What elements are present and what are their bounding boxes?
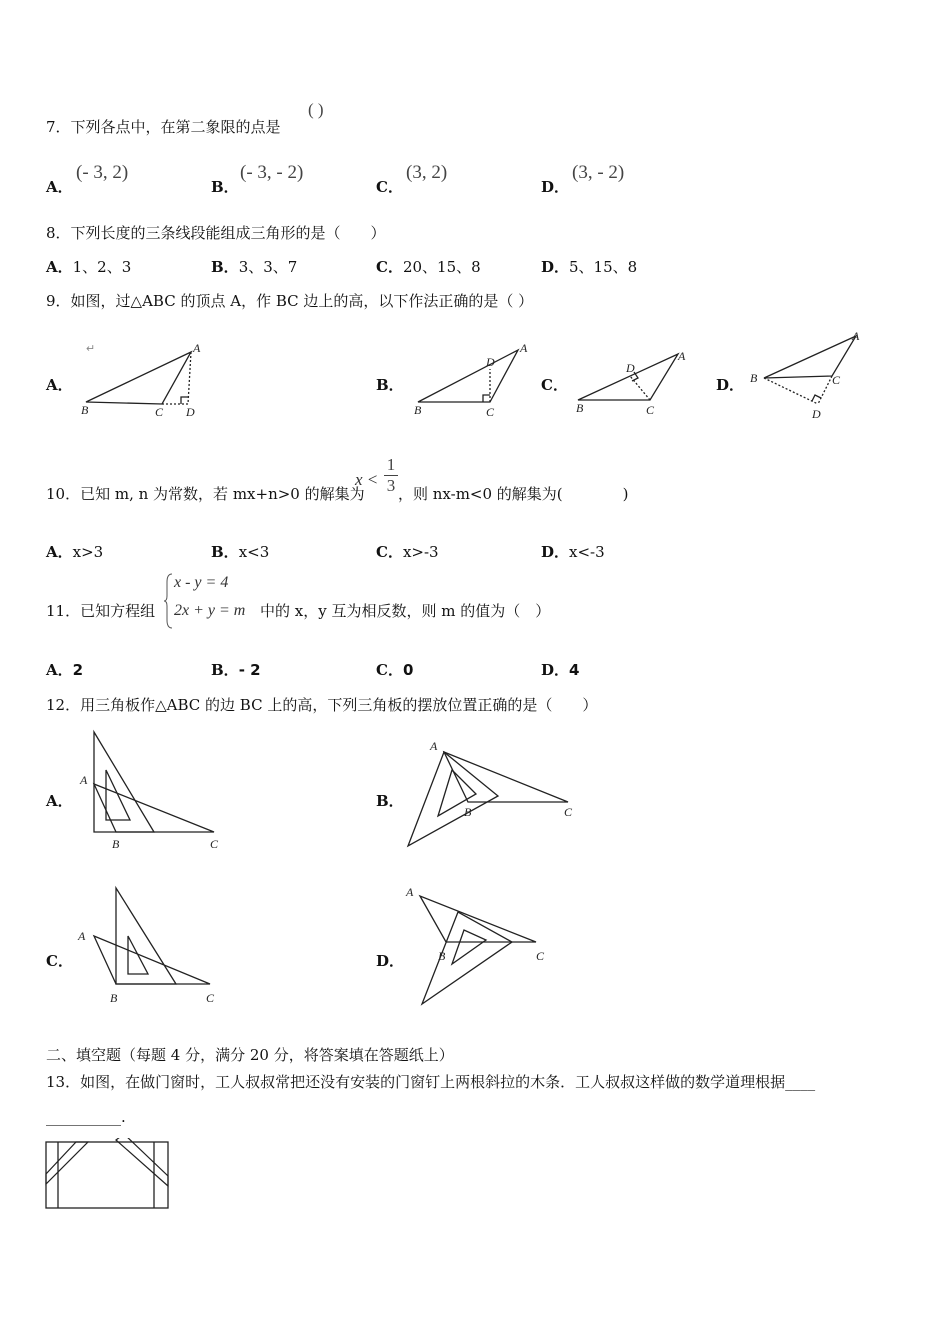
q7-option-d-label: D． (541, 178, 570, 196)
q7-option-d[interactable] (541, 176, 569, 197)
q10-option-a-label: A． (46, 543, 73, 561)
q11-option-d-label: D． (541, 661, 570, 679)
q9-option-a-label: A． (46, 376, 73, 394)
q9-option-b-label: B． (376, 376, 404, 394)
q8-option-d-label: D． (541, 258, 570, 276)
q8-option-c-label: C． (376, 258, 403, 276)
q9-figure-a (76, 336, 206, 421)
q12-figure-c (76, 884, 236, 1012)
q12-option-c[interactable] (46, 950, 73, 971)
q9-c-label-c: C (646, 403, 655, 417)
q13-stem (46, 1071, 815, 1092)
q10-number: 10． (46, 485, 81, 503)
q7-bracket: ( ) (308, 100, 324, 119)
q9-option-c-label: C． (541, 376, 568, 394)
q11-option-d[interactable] (541, 659, 579, 680)
q12-d-label-b: B (438, 949, 446, 963)
q12-option-a[interactable] (46, 790, 73, 811)
q7-option-a[interactable] (46, 176, 73, 197)
q7-option-c-value: (3, 2) (406, 162, 448, 183)
q8-option-b-label: B． (211, 258, 239, 276)
q7-stem (46, 116, 281, 137)
q11-option-b-value: - 2 (238, 661, 261, 679)
q11-brace (164, 572, 174, 630)
q12-stem (46, 694, 597, 715)
q10-fraction (384, 456, 398, 495)
q10-option-a[interactable] (46, 541, 103, 562)
q12-option-d-label: D． (376, 952, 405, 970)
q10-option-b-value: x<3 (238, 543, 270, 561)
q7-option-c[interactable] (376, 176, 403, 197)
q7-option-c-label: C． (376, 178, 403, 196)
q9-b-label-d: D (486, 355, 495, 369)
q12-b-label-a: A (430, 739, 438, 753)
q10-option-d-label: D． (541, 543, 570, 561)
q9-stem (46, 290, 533, 311)
q12-d-label-a: A (406, 885, 414, 899)
q11-option-c-label: C． (376, 661, 403, 679)
q10-option-c-value: x>-3 (402, 543, 439, 561)
q9-number: 9． (46, 292, 71, 310)
q8-option-c-value: 20、15、8 (402, 258, 481, 276)
q7-option-a-label: A． (46, 178, 73, 196)
q12-option-a-label: A． (46, 792, 73, 810)
q11-option-b-label: B． (211, 661, 239, 679)
q10-frac-den: 3 (386, 476, 396, 495)
q13-number: 13． (46, 1073, 81, 1091)
q7-text: 下列各点中，在第二象限的点是 (70, 118, 281, 136)
q7-option-a-value: (- 3, 2) (76, 162, 129, 183)
q9-b-label-c: C (486, 405, 495, 419)
q12-a-label-a: A (80, 773, 88, 787)
q9-b-label-b: B (414, 403, 422, 417)
q8-option-b[interactable] (211, 256, 297, 277)
q11-option-c[interactable] (376, 659, 413, 680)
q9-a-label-d: D (186, 405, 195, 419)
q11-option-d-value: 4 (569, 661, 580, 679)
q10-option-b-label: B． (211, 543, 239, 561)
q7-option-d-value: (3, - 2) (572, 162, 625, 183)
q9-option-c[interactable] (541, 374, 568, 395)
q7-option-b-value: (- 3, - 2) (240, 162, 304, 183)
q12-option-b-label: B． (376, 792, 404, 810)
q13-text: 如图，在做门窗时，工人叔叔常把还没有安装的门窗钉上两根斜拉的木条．工人叔叔这样做的数学道理根据____ (80, 1073, 816, 1091)
q9-figure-c (572, 340, 692, 422)
section2-title: 二、填空题（每题 4 分，满分 20 分，将答案填在答题纸上） (46, 1046, 454, 1064)
q11-option-b[interactable] (211, 659, 261, 680)
q12-option-b[interactable] (376, 790, 404, 811)
q11-eq1: x - y = 4 (174, 574, 229, 591)
q12-d-label-c: C (536, 949, 545, 963)
q9-option-d[interactable] (716, 374, 744, 395)
q13-answer-blank[interactable]: __________. (46, 1108, 126, 1126)
q11-stem (46, 600, 155, 621)
q8-number: 8． (46, 224, 71, 242)
q11-text-before: 已知方程组 (80, 602, 156, 620)
q8-option-a[interactable] (46, 256, 131, 277)
q11-number: 11． (46, 602, 81, 620)
q9-figure-d (748, 326, 873, 424)
q11-eq2: 2x + y = m (174, 602, 246, 619)
q9-option-d-label: D． (716, 376, 745, 394)
q12-figure-d (402, 882, 562, 1010)
q12-option-c-label: C． (46, 952, 73, 970)
q9-d-label-a: A (852, 329, 860, 343)
q11-option-a[interactable] (46, 659, 83, 680)
q9-d-label-d: D (812, 407, 821, 421)
q11-option-a-value: 2 (72, 661, 84, 679)
q12-text: 用三角板作△ABC 的边 BC 上的高，下列三角板的摆放位置正确的是（ ） (80, 696, 598, 714)
q7-number: 7． (46, 118, 71, 136)
q9-a-label-c: C (155, 405, 164, 419)
q9-text: 如图，过△ABC 的顶点 A，作 BC 边上的高，以下作法正确的是（ ） (70, 292, 534, 310)
q9-a-return-mark: ↵ (86, 343, 96, 355)
q7-option-b-label: B． (211, 178, 239, 196)
q9-a-label-a: A (193, 341, 201, 355)
q12-option-d[interactable] (376, 950, 404, 971)
q8-option-d[interactable] (541, 256, 637, 277)
q10-option-c-label: C． (376, 543, 403, 561)
q12-figure-a (76, 726, 236, 856)
q9-d-label-b: B (750, 371, 758, 385)
q10-option-d-value: x<-3 (569, 543, 605, 561)
q8-option-a-value: 1、2、3 (72, 258, 132, 276)
q11-option-a-label: A． (46, 661, 73, 679)
q12-a-label-b: B (112, 837, 120, 851)
q12-b-label-b: B (464, 805, 472, 819)
q12-a-label-c: C (210, 837, 219, 851)
q10-text-before: 已知 m, n 为常数，若 mx+n>0 的解集为 (80, 485, 365, 503)
q10-stem (46, 483, 365, 504)
q9-b-label-a: A (520, 341, 528, 355)
q10-frac-num: 1 (386, 455, 396, 474)
q9-c-label-a: A (678, 349, 686, 363)
q11-text-after: 中的 x，y 互为相反数，则 m 的值为（ ） (260, 602, 551, 620)
q9-c-label-d: D (626, 361, 635, 375)
q10-text-after: ，则 nx-m<0 的解集为( ) (398, 485, 629, 503)
q8-option-d-value: 5、15、8 (569, 258, 638, 276)
q9-option-a[interactable] (46, 374, 73, 395)
q10-option-b[interactable] (211, 541, 269, 562)
q8-option-a-label: A． (46, 258, 73, 276)
q8-text: 下列长度的三条线段能组成三角形的是（ ） (70, 224, 386, 242)
q10-option-a-value: x>3 (72, 543, 104, 561)
q10-option-c[interactable] (376, 541, 439, 562)
q8-option-b-value: 3、3、7 (238, 258, 298, 276)
q8-stem (46, 222, 386, 243)
q13-window-figure (44, 1138, 172, 1212)
q12-c-label-c: C (206, 991, 215, 1005)
q9-option-b[interactable] (376, 374, 404, 395)
q7-option-b[interactable] (211, 176, 239, 197)
q11-option-c-value: 0 (402, 661, 414, 679)
q12-figure-b (402, 736, 592, 854)
q8-option-c[interactable] (376, 256, 481, 277)
q12-c-label-a: A (78, 929, 86, 943)
q9-figure-b (410, 336, 540, 421)
q10-option-d[interactable] (541, 541, 605, 562)
q12-number: 12． (46, 696, 81, 714)
q9-c-label-b: B (576, 401, 584, 415)
q10-ineq-lhs: x < (355, 470, 379, 489)
q12-c-label-b: B (110, 991, 118, 1005)
q12-b-label-c: C (564, 805, 573, 819)
q9-a-label-b: B (81, 403, 89, 417)
q9-d-label-c: C (832, 373, 841, 387)
